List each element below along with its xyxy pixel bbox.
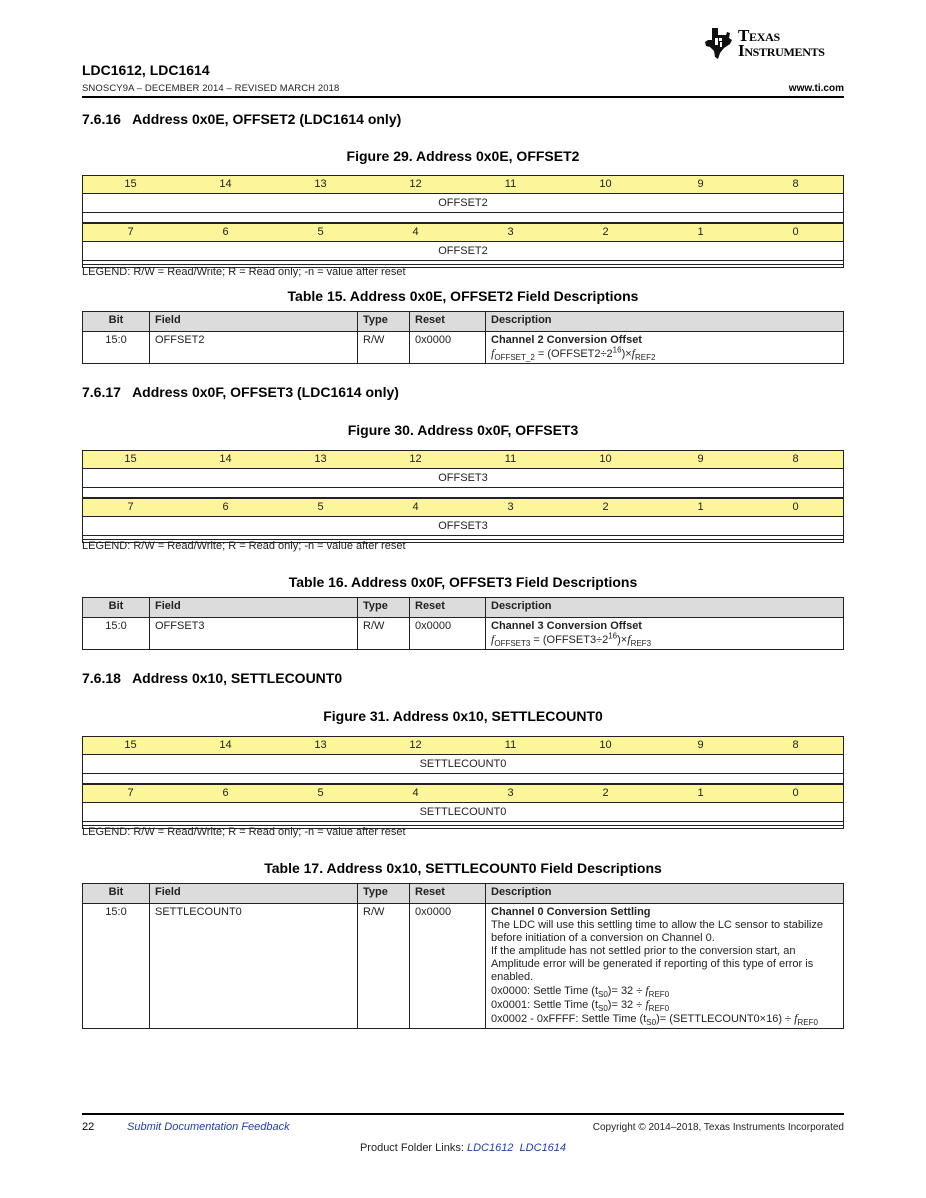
product-link-ldc1612[interactable]: LDC1612	[466, 1142, 514, 1154]
header-reset: Reset	[410, 884, 486, 904]
description-text: If the amplitude has not settled prior to the conversion start, an Amplitude error will be generated if reporting of this type of error is enabled.	[491, 945, 814, 983]
logo-line2: Instruments	[738, 41, 825, 60]
bit-row-low	[83, 785, 843, 803]
bit-label: 9	[697, 178, 704, 190]
bit-row-high	[83, 176, 843, 194]
cell-bit: 15:0	[83, 904, 150, 1029]
bit-label: 4	[412, 787, 419, 799]
bit-label: 12	[409, 178, 422, 190]
cell-type: R/W	[358, 618, 410, 650]
bit-row-low	[83, 224, 843, 242]
bit-label: 1	[697, 787, 704, 799]
bit-label: 3	[507, 787, 514, 799]
table-header-row	[83, 884, 844, 904]
figure-caption: Figure 30. Address 0x0F, OFFSET3	[347, 422, 579, 438]
figure-legend: LEGEND: R/W = Read/Write; R = Read only; -n = value after reset	[82, 826, 406, 838]
figure-caption: Figure 31. Address 0x10, SETTLECOUNT0	[323, 708, 603, 724]
bit-label: 1	[697, 226, 704, 238]
cell-reset: 0x0000	[410, 904, 486, 1029]
header-description: Description	[486, 598, 844, 618]
bit-label: 1	[697, 501, 704, 513]
table-header-row	[83, 312, 844, 332]
header-field: Field	[150, 884, 358, 904]
description-title: Channel 2 Conversion Offset	[491, 334, 642, 346]
bit-label: 9	[697, 739, 704, 751]
bit-label: 13	[314, 178, 327, 190]
field-description-table	[82, 883, 844, 1029]
bit-label: 14	[219, 453, 232, 465]
logo-line1: Texas	[738, 26, 780, 45]
bit-label: 0	[792, 787, 799, 799]
bit-label: 15	[124, 178, 137, 190]
bit-label: 6	[222, 501, 229, 513]
bit-label: 5	[317, 501, 324, 513]
bit-label: 8	[792, 178, 799, 190]
bit-label: 13	[314, 453, 327, 465]
cell-field: SETTLECOUNT0	[150, 904, 358, 1029]
field-name-high: OFFSET3	[83, 469, 843, 488]
bit-label: 7	[127, 226, 134, 238]
feedback-link[interactable]: Submit Documentation Feedback	[127, 1121, 290, 1133]
description-title: Channel 0 Conversion Settling	[491, 906, 651, 918]
page-number: 22	[82, 1121, 95, 1133]
bit-row-high	[83, 451, 843, 469]
header-type: Type	[358, 884, 410, 904]
bit-label: 3	[507, 501, 514, 513]
bit-label: 2	[602, 501, 609, 513]
access-row-high	[83, 213, 843, 224]
header-field: Field	[150, 312, 358, 332]
header-bit: Bit	[83, 598, 150, 618]
header-description: Description	[486, 884, 844, 904]
header-reset: Reset	[410, 598, 486, 618]
field-name-low: SETTLECOUNT0	[83, 803, 843, 822]
settle-time-row: 0x0001: Settle Time $(t_{S0})= 32 \div f_{REF0}$	[491, 997, 670, 1014]
ti-texas-map-icon	[704, 26, 734, 60]
bit-label: 5	[317, 787, 324, 799]
cell-type: R/W	[358, 332, 410, 364]
cell-reset: 0x0000	[410, 332, 486, 364]
bit-label: 7	[127, 787, 134, 799]
bit-label: 8	[792, 453, 799, 465]
cell-reset: 0x0000	[410, 618, 486, 650]
header-bit: Bit	[83, 312, 150, 332]
access-row-high	[83, 488, 843, 499]
cell-type: R/W	[358, 904, 410, 1029]
settle-time-row: 0x0000: Settle Time $(t_{S0})= 32 \div f_{REF0}$	[491, 983, 670, 1000]
cell-field: OFFSET2	[150, 332, 358, 364]
description-formula: $f_{OFFSET\_2}$ = $(OFFSET2\div 2^{16})\times f_{REF2}$	[491, 345, 656, 363]
bit-label: 6	[222, 787, 229, 799]
header-field: Field	[150, 598, 358, 618]
bit-label: 14	[219, 739, 232, 751]
doc-title: LDC1612, LDC1614	[82, 62, 210, 78]
copyright: Copyright © 2014–2018, Texas Instruments Incorporated	[592, 1122, 844, 1133]
table-header-row	[83, 598, 844, 618]
cell-description	[486, 618, 844, 650]
bit-label: 11	[504, 178, 517, 190]
header-type: Type	[358, 598, 410, 618]
cell-description	[486, 904, 844, 1029]
bit-label: 5	[317, 226, 324, 238]
bit-label: 8	[792, 739, 799, 751]
settle-time-row: 0x0002 - 0xFFFF: Settle Time $(t_{S0})=$ (SETTLECOUNT0×16) ÷ $f_{REF0}$	[491, 1011, 818, 1028]
table-caption: Table 16. Address 0x0F, OFFSET3 Field Descriptions	[288, 574, 638, 590]
bit-label: 15	[124, 739, 137, 751]
bit-label: 10	[599, 178, 612, 190]
field-description-table	[82, 597, 844, 650]
bit-label: 13	[314, 739, 327, 751]
header-type: Type	[358, 312, 410, 332]
register-figure	[82, 736, 844, 829]
bit-label: 6	[222, 226, 229, 238]
field-name-high: SETTLECOUNT0	[83, 755, 843, 774]
header-bit: Bit	[83, 884, 150, 904]
description-formula: $f_{OFFSET3}$ = $(OFFSET3\div 2^{16})\times f_{REF3}$	[491, 631, 652, 649]
bit-label: 11	[504, 453, 517, 465]
field-name-low: OFFSET3	[83, 517, 843, 536]
bit-label: 10	[599, 739, 612, 751]
table-caption: Table 15. Address 0x0E, OFFSET2 Field Descriptions	[287, 288, 639, 304]
bit-label: 4	[412, 226, 419, 238]
bit-label: 15	[124, 453, 137, 465]
section-heading: 7.6.16 Address 0x0E, OFFSET2 (LDC1614 only)	[82, 111, 402, 127]
bit-label: 7	[127, 501, 134, 513]
bit-label: 2	[602, 226, 609, 238]
table-caption: Table 17. Address 0x10, SETTLECOUNT0 Field Descriptions	[264, 860, 662, 876]
access-row-high	[83, 774, 843, 785]
table-row	[83, 332, 844, 364]
figure-legend: LEGEND: R/W = Read/Write; R = Read only; -n = value after reset	[82, 266, 406, 278]
bit-row-low	[83, 499, 843, 517]
header-description: Description	[486, 312, 844, 332]
figure-legend: LEGEND: R/W = Read/Write; R = Read only; -n = value after reset	[82, 540, 406, 552]
bit-label: 12	[409, 739, 422, 751]
description-text: The LDC will use this settling time to allow the LC sensor to stabilize before initiation of a conversion on Channel 0.	[491, 919, 823, 944]
bit-label: 3	[507, 226, 514, 238]
product-folder-links	[0, 1142, 926, 1154]
product-link-ldc1614[interactable]: LDC1614	[519, 1142, 567, 1154]
cell-description	[486, 332, 844, 364]
bit-label: 11	[504, 739, 517, 751]
section-heading: 7.6.18 Address 0x10, SETTLECOUNT0	[82, 670, 343, 686]
description-title: Channel 3 Conversion Offset	[491, 620, 642, 632]
bit-label: 9	[697, 453, 704, 465]
register-figure	[82, 450, 844, 543]
product-folder-label: Product Folder Links:	[359, 1142, 467, 1154]
bit-label: 14	[219, 178, 232, 190]
footer-rule	[82, 1113, 844, 1115]
site-link[interactable]: www.ti.com	[788, 83, 844, 94]
field-name-high: OFFSET2	[83, 194, 843, 213]
cell-bit: 15:0	[83, 332, 150, 364]
cell-bit: 15:0	[83, 618, 150, 650]
register-figure	[82, 175, 844, 268]
figure-caption: Figure 29. Address 0x0E, OFFSET2	[346, 148, 580, 164]
table-row	[83, 904, 844, 1029]
bit-label: 10	[599, 453, 612, 465]
bit-label: 0	[792, 226, 799, 238]
bit-label: 2	[602, 787, 609, 799]
bit-label: 12	[409, 453, 422, 465]
field-description-table	[82, 311, 844, 364]
header-rule	[82, 96, 844, 98]
cell-field: OFFSET3	[150, 618, 358, 650]
ti-logo	[704, 26, 846, 62]
section-heading: 7.6.17 Address 0x0F, OFFSET3 (LDC1614 only)	[82, 384, 399, 400]
header-reset: Reset	[410, 312, 486, 332]
field-name-low: OFFSET2	[83, 242, 843, 261]
bit-row-high	[83, 737, 843, 755]
doc-revision: SNOSCY9A – DECEMBER 2014 – REVISED MARCH 2018	[82, 83, 340, 94]
bit-label: 0	[792, 501, 799, 513]
table-row	[83, 618, 844, 650]
bit-label: 4	[412, 501, 419, 513]
